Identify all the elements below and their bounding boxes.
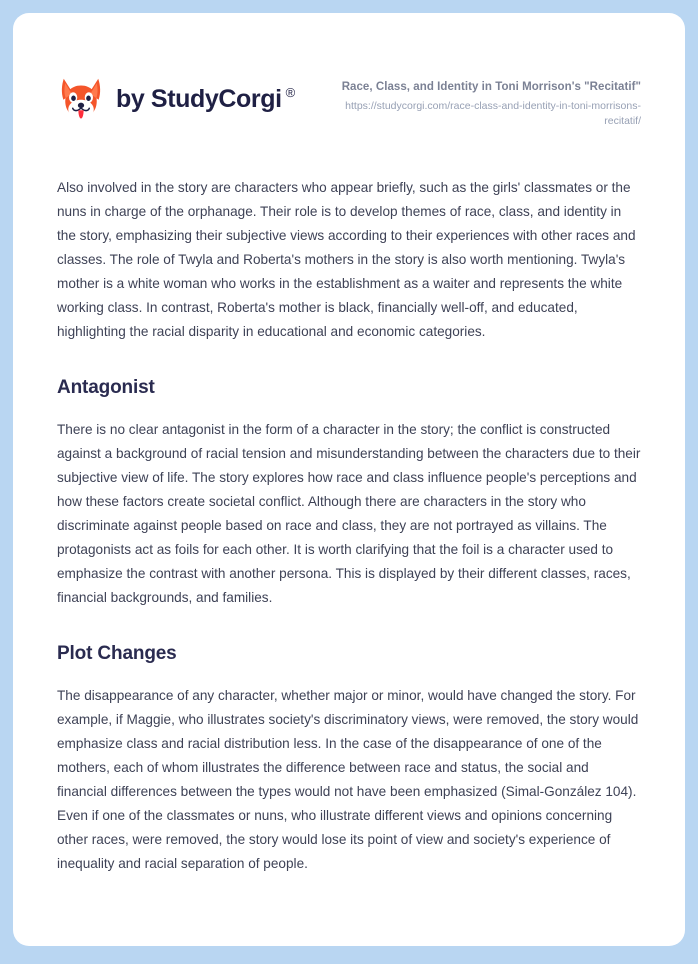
document-card: [13, 13, 685, 946]
section-paragraph: There is no clear antagonist in the form of a character in the story; the conflict is constructed against a background of racial tension and misunderstanding between the characters due to their subjective view of life. The story explores how race and class influence people's perceptions and how these factors create societal conflict. Although there are characters in the story who discriminate against people based on race and class, they are not portrayed as villains. The protagonists act as foils for each other. It is worth clarifying that the foil is a character used to emphasize the contrast with another persona. This is displayed by their different classes, races, financial backgrounds, and families.: [57, 421, 641, 605]
intro-paragraph: Also involved in the story are characters who appear briefly, such as the girls' classmates or the nuns in charge of the orphanage. Their role is to develop themes of race, class, and identity in the story, emphasizing their subjective views according to their experiences with other races and classes. The role of Twyla and Roberta's mothers in the story is also worth mentioning. Twyla's mother is a white woman who works in the establishment as a waiter and represents the white working class. In contrast, Roberta's mother is black, financially well-off, and educated, highlighting the racial disparity in educational and economic categories.: [57, 180, 636, 340]
brand-wordmark-text: by StudyCorgi: [116, 84, 282, 113]
source-url[interactable]: https://studycorgi.com/race-class-and-identity-in-toni-morrisons-recitatif/: [345, 99, 641, 128]
section-plot-changes: [57, 643, 641, 876]
document-inner: [13, 13, 685, 876]
brand-wordmark: [116, 84, 295, 113]
brand-logo-group[interactable]: [57, 73, 295, 123]
section-heading: Antagonist: [57, 377, 155, 399]
section-antagonist: [57, 377, 641, 610]
section-heading: Plot Changes: [57, 642, 177, 664]
document-header: [57, 13, 641, 130]
page-title: Race, Class, and Identity in Toni Morrison's "Recitatif": [341, 81, 641, 93]
registered-trademark-icon: ®: [285, 84, 295, 100]
section-paragraph: The disappearance of any character, whether major or minor, would have changed the story. For example, if Maggie, who illustrates society's discriminatory views, were removed, the story would emphasize class and racial distribution less. In the case of the disappearance of one of the mothers, each of whom illustrates the difference between race and status, the social and financial differences between the types would not have been emphasized (Simal-González 104). Even if one of the classmates or nuns, who illustrate different views and opinions concerning other races, were removed, the story would lose its point of view and society's experience of inequality and racial separation of people.: [57, 687, 639, 871]
corgi-logo-icon: [57, 75, 105, 123]
article-body: [57, 130, 641, 876]
document-meta: [295, 73, 641, 130]
